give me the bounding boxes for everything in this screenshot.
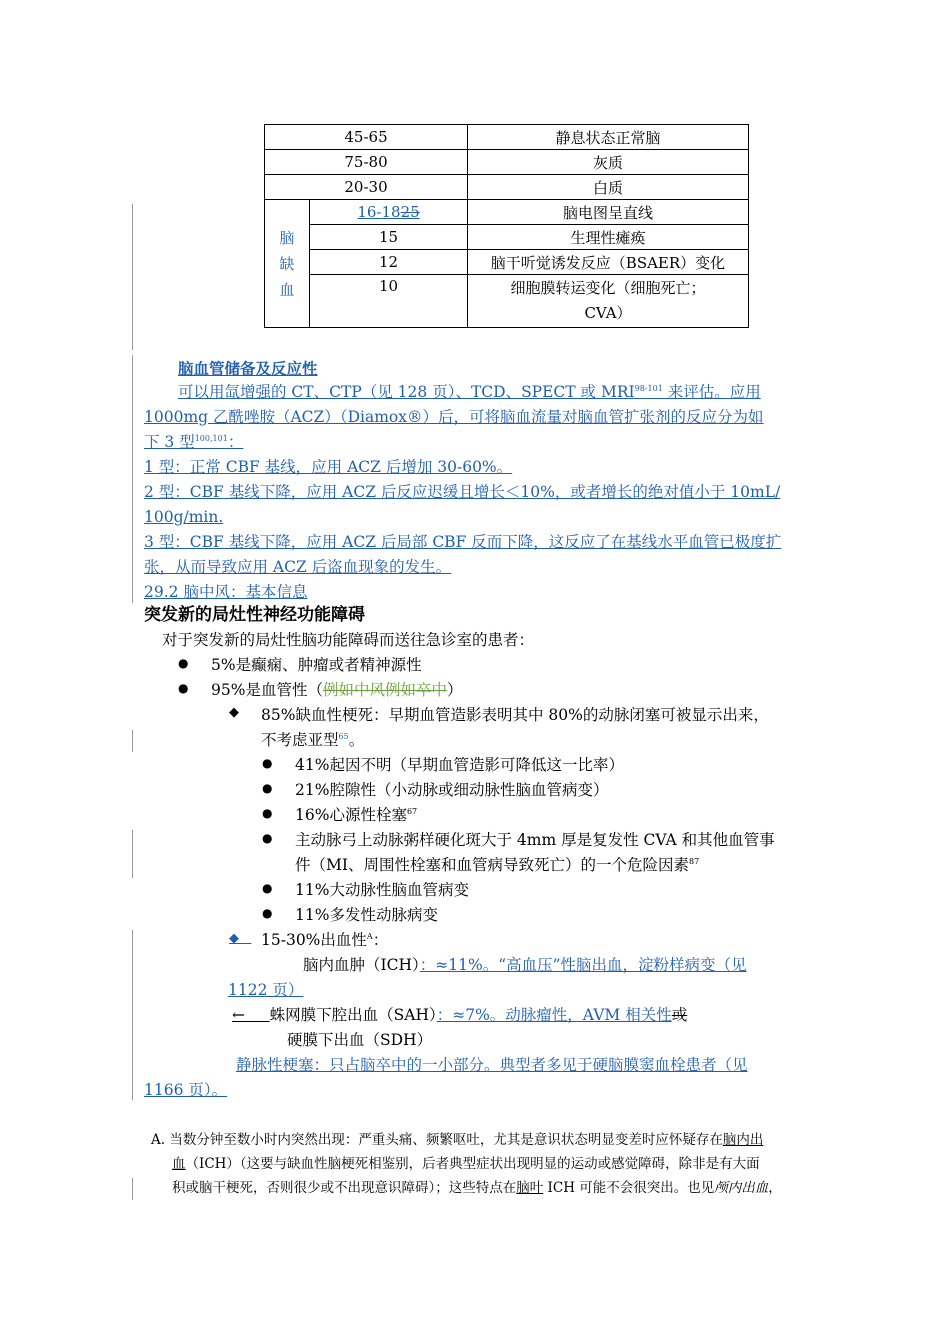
text: ICH 可能不会很突出。也见 — [543, 1180, 715, 1196]
text: 下 3 型 — [144, 433, 195, 451]
paragraph-line — [178, 380, 761, 405]
table-cell-desc — [468, 275, 749, 328]
table-cell-value: 45-65 — [265, 125, 468, 150]
text: ： — [227, 433, 244, 451]
bullet-icon: ● — [178, 681, 189, 695]
list-item-cont — [295, 853, 699, 878]
bullet-icon: ● — [262, 781, 273, 795]
table-cell-value: 10 — [310, 275, 468, 328]
section-heading: 脑血管储备及反应性 — [178, 359, 318, 378]
paragraph-line: 1166 页）。 — [144, 1081, 228, 1099]
text: ） — [446, 681, 463, 699]
table-cell-value: 75-80 — [265, 150, 468, 175]
table-cell-value: 12 — [310, 250, 468, 275]
list-item — [295, 803, 417, 828]
bullet-icon: ● — [262, 906, 273, 920]
table-cell-desc: 白质 — [468, 175, 749, 200]
table-cell-value: 15 — [310, 225, 468, 250]
paragraph-line: 静脉性梗塞：只占脑卒中的一小部分。典型者多见于硬脑膜窦血栓患者（见 — [236, 1056, 748, 1074]
table-row — [265, 175, 749, 200]
text: 脑内血肿（ICH） — [303, 956, 420, 974]
bullet-icon: ● — [262, 756, 273, 770]
desc-line: CVA） — [584, 304, 632, 322]
revision-bar — [132, 204, 133, 350]
text: 脑叶 — [516, 1180, 544, 1196]
list-item: 21%腔隙性（小动脉或细动脉性脑血管病变） — [295, 781, 609, 799]
citation: 98-101 — [634, 383, 663, 393]
desc-line: 细胞膜转运变化（细胞死亡； — [510, 279, 706, 297]
table-row — [265, 225, 749, 250]
deleted-text: 或 — [671, 1006, 688, 1024]
tab-marker: ← — [232, 1006, 270, 1024]
inserted-text: ：≈11%。“高血压”性脑出血，淀粉样病变（见 — [419, 956, 747, 974]
type-2-line: 2 型：CBF 基线下降，应用 ACZ 后反应迟缓且增长＜10%，或者增长的绝对值小于 10mL/ — [144, 483, 781, 501]
text: 95%是血管性（ — [211, 681, 323, 699]
deleted-text: 例如中风例如卒中 — [322, 681, 447, 699]
type-2-line: 100g/min. — [144, 508, 224, 526]
text: ： — [372, 931, 389, 949]
citation: 65 — [338, 731, 349, 741]
text: 16%心源性栓塞 — [295, 806, 407, 824]
table-row — [265, 125, 749, 150]
text: 积或脑干梗死，否则很少或不出现意识障碍）；这些特点在 — [172, 1180, 517, 1196]
bullet-icon: ● — [262, 881, 273, 895]
table-cell-desc: 灰质 — [468, 150, 749, 175]
table-cell-desc: 脑干听觉诱发反应（BSAER）变化 — [468, 250, 749, 275]
table-row — [265, 200, 749, 225]
text: 脑内出 — [722, 1132, 764, 1148]
footnote-line — [172, 1176, 782, 1200]
paragraph-line — [144, 430, 243, 455]
revision-bar — [132, 730, 133, 752]
deleted-text: 25 — [400, 203, 420, 221]
text: 血 — [172, 1156, 186, 1172]
diamond-bullet-icon: ◆ — [229, 931, 252, 946]
text: 可以用氙增强的 CT、CTP（见 128 页）、TCD、SPECT 或 MRI — [178, 383, 635, 401]
text: A. 当数分钟至数小时内突然出现：严重头痛、频繁呕吐，尤其是意识状态明显变差时应怀疑存在 — [151, 1132, 723, 1148]
text: 。 — [348, 731, 365, 749]
diamond-bullet-icon: ◆ — [229, 705, 239, 720]
revision-bar — [132, 1178, 133, 1200]
list-item-cont — [261, 728, 364, 753]
text: 件（MI、周围性栓塞和血管病导致死亡）的一个危险因素 — [295, 856, 689, 874]
list-item — [232, 1003, 687, 1028]
bullet-icon: ● — [262, 806, 273, 820]
revision-bar — [132, 355, 133, 603]
text: 颅内出血 — [714, 1180, 769, 1196]
list-item — [211, 678, 462, 703]
text: 不考虑亚型 — [261, 731, 339, 749]
text: 15-30%出血性 — [261, 931, 367, 949]
cbf-table — [264, 124, 749, 328]
table-row — [265, 150, 749, 175]
footnote-line — [172, 1152, 760, 1176]
list-item: 5%是癫痫、肿瘤或者精神源性 — [211, 656, 422, 674]
text: 来评估。应用 — [662, 383, 761, 401]
type-3-line: 3 型：CBF 基线下降，应用 ACZ 后局部 CBF 反而下降，这反应了在基线水平血管已极度扩 — [144, 533, 782, 551]
citation: 87 — [689, 856, 700, 866]
subsection-heading: 29.2 脑中风：基本信息 — [144, 583, 308, 601]
value-text: 16-18 — [357, 203, 401, 221]
list-item: 85%缺血性梗死：早期血管造影表明其中 80%的动脉闭塞可被显示出来， — [261, 706, 769, 724]
revision-bar — [132, 830, 133, 878]
paragraph-line: 1000mg 乙酰唑胺（ACZ）（Diamox®）后，可将脑血流量对脑血管扩张剂的反应分为如 — [144, 408, 764, 426]
text: 蛛网膜下腔出血（SAH） — [269, 1006, 437, 1024]
table-cell-desc: 脑电图呈直线 — [468, 200, 749, 225]
list-item: 41%起因不明（早期血管造影可降低这一比率） — [295, 756, 624, 774]
text: （ICH）（这要与缺血性脑梗死相鉴别，后者典型症状出现明显的运动或感觉障碍，除非是有大面 — [185, 1156, 760, 1172]
footnote-line — [151, 1128, 763, 1152]
section-heading: 突发新的局灶性神经功能障碍 — [144, 605, 365, 625]
list-item — [303, 953, 747, 978]
text: ， — [768, 1180, 782, 1196]
table-cell-value: 20-30 — [265, 175, 468, 200]
list-item — [261, 928, 388, 953]
table-row — [265, 275, 749, 328]
citation: 67 — [406, 806, 418, 816]
type-1-line: 1 型：正常 CBF 基线，应用 ACZ 后增加 30-60%。 — [144, 458, 513, 476]
revision-bar — [132, 930, 133, 1100]
table-row — [265, 250, 749, 275]
table-cell-desc: 生理性瘫痪 — [468, 225, 749, 250]
inserted-text: ：≈7%。动脉瘤性，AVM 相关性 — [436, 1006, 672, 1024]
ischemia-label — [265, 200, 310, 328]
intro-line: 对于突发新的局灶性脑功能障碍而送往急诊室的患者： — [162, 631, 535, 649]
ischemia-label-text: 脑缺血 — [279, 228, 295, 299]
citation: 100,101 — [194, 433, 228, 443]
bullet-icon: ● — [178, 656, 189, 670]
footnote-ref: A — [366, 931, 373, 941]
list-item: 硬膜下出血（SDH） — [287, 1031, 433, 1049]
type-3-line: 张，从而导致应用 ACZ 后盗血现象的发生。 — [144, 558, 452, 576]
table-cell-value — [310, 200, 468, 225]
list-item-cont: 1122 页） — [228, 981, 304, 999]
list-item: 主动脉弓上动脉粥样硬化斑大于 4mm 厚是复发性 CVA 和其他血管事 — [295, 831, 775, 849]
bullet-icon: ● — [262, 831, 273, 845]
list-item: 11%多发性动脉病变 — [295, 906, 438, 924]
table-cell-desc: 静息状态正常脑 — [468, 125, 749, 150]
list-item: 11%大动脉性脑血管病变 — [295, 881, 469, 899]
